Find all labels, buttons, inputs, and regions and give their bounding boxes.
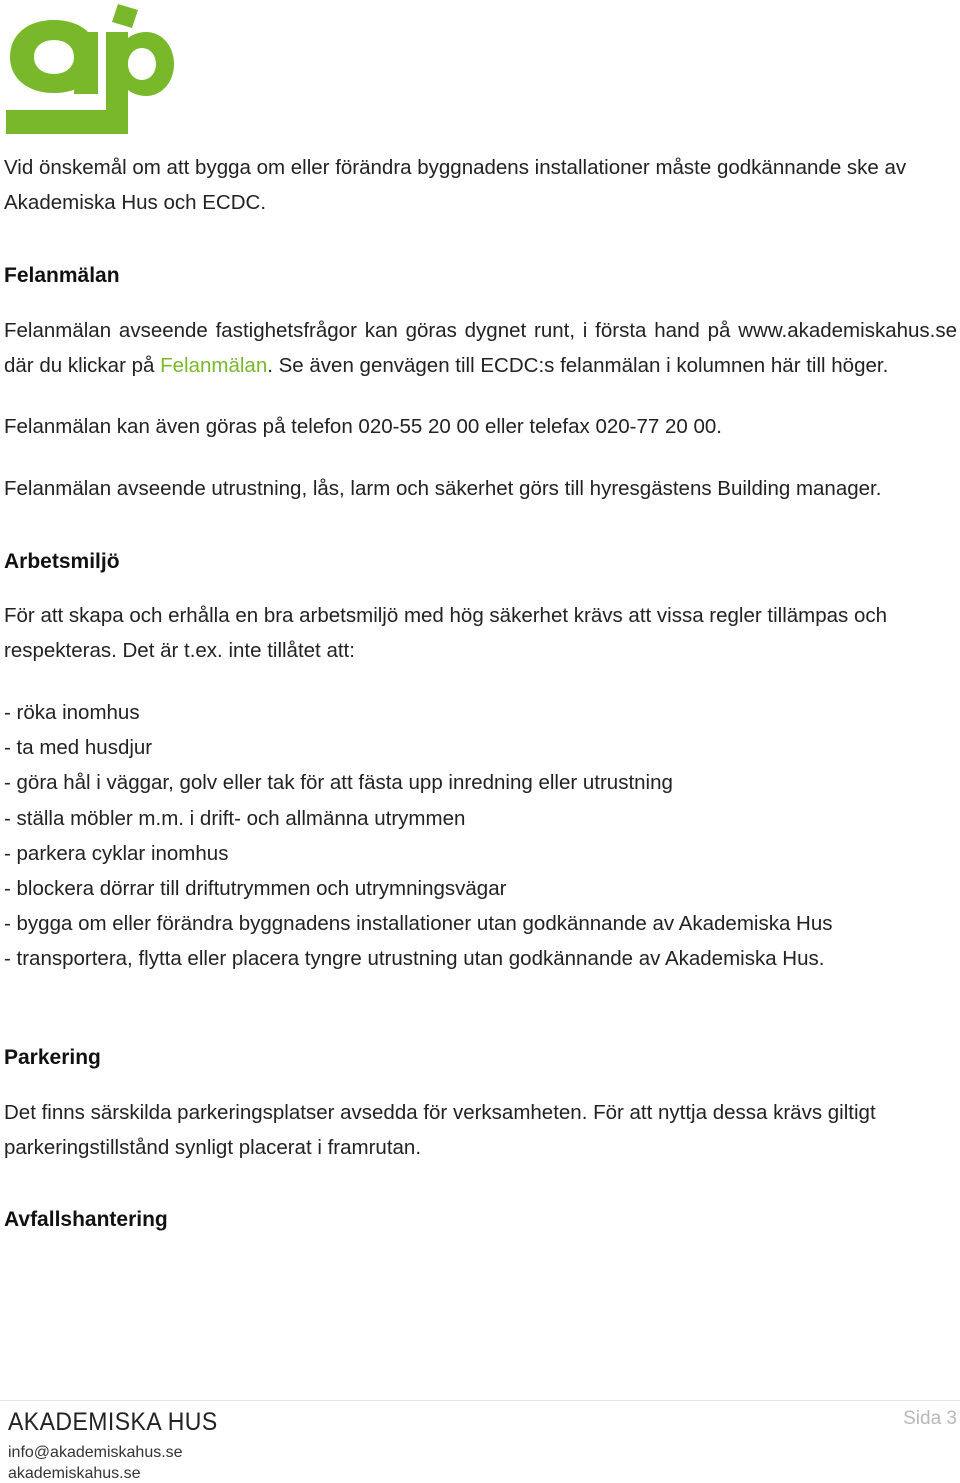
list-item: - bygga om eller förändra byggnadens installationer utan godkännande av Akademiska Hus (4, 912, 833, 936)
list-item: - transportera, flytta eller placera tyngre utrustning utan godkännande av Akademiska Hus. (4, 947, 825, 971)
felanmalan-p1-text: Felanmälan avseende fastighetsfrågor kan göras dygnet runt, i första hand på www.akademiskahus.se där du klickar på (4, 319, 957, 377)
arbetsmiljo-heading: Arbetsmiljö (4, 550, 120, 573)
logo-underline-icon (6, 110, 106, 134)
footer-website-link[interactable]: akademiskahus.se (8, 1465, 141, 1482)
logo-leaf-icon (112, 4, 138, 28)
felanmalan-paragraph-3: Felanmälan avseende utrustning, lås, larm och säkerhet görs till hyresgästens Building manager. (4, 477, 882, 500)
avfallshantering-heading: Avfallshantering (4, 1207, 168, 1231)
felanmalan-paragraph-2: Felanmälan kan även göras på telefon 020-55 20 00 eller telefax 020-77 20 00. (4, 415, 723, 438)
list-item: - ta med husdjur (4, 736, 153, 760)
felanmalan-p1-rest: . Se även genvägen till ECDC:s felanmälan i kolumnen här till höger. (267, 354, 889, 377)
logo-letter-p-icon (106, 32, 174, 134)
parkering-paragraph: Det finns särskilda parkeringsplatser avsedda för verksamheten. För att nyttja dessa krävs giltigt parkeringstillstånd synligt placerat i framrutan. (4, 1100, 876, 1159)
felanmalan-paragraph-1 (4, 313, 957, 383)
page-number: Sida 3 (903, 1408, 957, 1429)
document-body (4, 150, 957, 1237)
list-item: - parkera cyklar inomhus (4, 841, 229, 865)
akademiska-hus-logo (2, 2, 174, 134)
felanmalan-link[interactable]: Felanmälan (160, 354, 268, 377)
arbetsmiljo-intro: För att skapa och erhålla en bra arbetsmiljö med hög säkerhet krävs att vissa regler tillämpas och respekteras. Det är t.ex. inte tillåtet att: (4, 604, 888, 662)
intro-paragraph: Vid önskemål om att bygga om eller förändra byggnadens installationer måste godkännande ske av Akademiska Hus och ECDC. (4, 156, 907, 214)
footer-divider (0, 1400, 960, 1401)
felanmalan-heading: Felanmälan (4, 264, 120, 287)
list-item: - göra hål i väggar, golv eller tak för att fästa upp inredning eller utrustning (4, 771, 673, 795)
arbetsmiljo-rules-list (4, 695, 957, 977)
footer-email-link[interactable]: info@akademiskahus.se (8, 1444, 183, 1461)
footer-brand: AKADEMISKA HUS (8, 1408, 218, 1436)
parkering-heading: Parkering (4, 1045, 101, 1069)
list-item: - röka inomhus (4, 701, 140, 724)
list-item: - blockera dörrar till driftutrymmen och utrymningsvägar (4, 877, 507, 901)
list-item: - ställa möbler m.m. i drift- och allmänna utrymmen (4, 806, 466, 830)
